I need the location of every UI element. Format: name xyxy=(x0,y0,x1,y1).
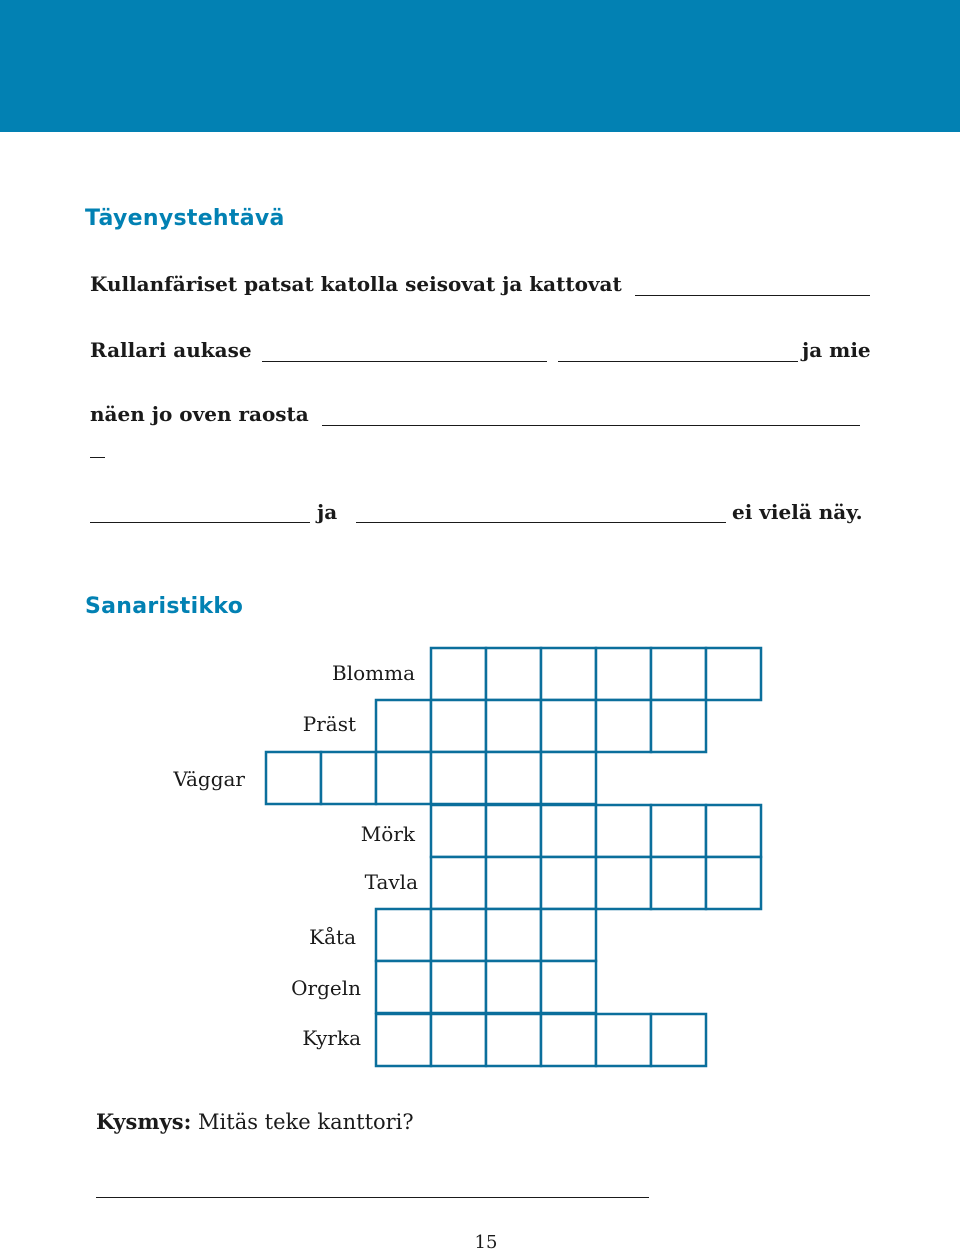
crossword-cell-r3-c3[interactable] xyxy=(376,752,431,804)
crossword-cell-r1-c5[interactable] xyxy=(651,648,706,700)
crossword-cell-r5-c1[interactable] xyxy=(431,857,486,909)
crossword-cell-r8-c4[interactable] xyxy=(541,1014,596,1066)
crossword-cell-r7-c2[interactable] xyxy=(431,961,486,1013)
blank-2[interactable] xyxy=(262,361,547,362)
crossword-cell-r2-c3[interactable] xyxy=(486,700,541,752)
crossword-cell-r8-c1[interactable] xyxy=(376,1014,431,1066)
fill-in-title: Täyenystehtävä xyxy=(85,206,285,231)
crossword-cell-r4-c5[interactable] xyxy=(651,805,706,857)
crossword-cell-r4-c2[interactable] xyxy=(486,805,541,857)
crossword-cell-r8-c6[interactable] xyxy=(651,1014,706,1066)
blank-3[interactable] xyxy=(558,361,798,362)
fill-in-line-1: Kullanfäriset patsat katolla seisovat ja kattovat xyxy=(90,272,622,296)
crossword-cell-r1-c4[interactable] xyxy=(596,648,651,700)
blank-4[interactable] xyxy=(322,425,860,426)
blank-6[interactable] xyxy=(90,522,310,523)
crossword-cell-r4-c3[interactable] xyxy=(541,805,596,857)
crossword-cell-r2-c1[interactable] xyxy=(376,700,431,752)
fill-in-line-3: näen jo oven raosta xyxy=(90,402,309,426)
crossword-cell-r8-c5[interactable] xyxy=(596,1014,651,1066)
crossword-cell-r8-c2[interactable] xyxy=(431,1014,486,1066)
crossword-cell-r6-c2[interactable] xyxy=(431,909,486,961)
crossword-cell-r6-c3[interactable] xyxy=(486,909,541,961)
page-number: 15 xyxy=(474,1232,498,1253)
crossword-cell-r7-c1[interactable] xyxy=(376,961,431,1013)
crossword-cell-r3-c1[interactable] xyxy=(266,752,321,804)
clue-mork: Mörk xyxy=(360,822,415,846)
crossword-cell-r4-c4[interactable] xyxy=(596,805,651,857)
clue-kyrka: Kyrka xyxy=(302,1026,361,1050)
header-banner xyxy=(0,0,960,132)
crossword-cell-r4-c6[interactable] xyxy=(706,805,761,857)
crossword-title: Sanaristikko xyxy=(85,594,244,619)
clue-tavla: Tavla xyxy=(364,870,418,894)
question xyxy=(96,1109,414,1134)
crossword-cell-r7-c4[interactable] xyxy=(541,961,596,1013)
crossword-cell-r2-c4[interactable] xyxy=(541,700,596,752)
crossword-cell-r2-c6[interactable] xyxy=(651,700,706,752)
crossword-cell-r2-c5[interactable] xyxy=(596,700,651,752)
blank-1[interactable] xyxy=(635,295,870,296)
crossword-cell-r5-c4[interactable] xyxy=(596,857,651,909)
question-text: Mitäs teke kanttori? xyxy=(198,1110,414,1134)
crossword-cell-r1-c2[interactable] xyxy=(486,648,541,700)
clue-vaggar: Väggar xyxy=(173,767,245,791)
crossword-cell-r3-c2[interactable] xyxy=(321,752,376,804)
fill-in-line-4-end: ei vielä näy. xyxy=(732,500,863,524)
answer-line[interactable] xyxy=(96,1197,649,1198)
crossword-cell-r4-c1[interactable] xyxy=(431,805,486,857)
clue-kata: Kåta xyxy=(309,925,356,949)
crossword-cell-r5-c6[interactable] xyxy=(706,857,761,909)
crossword-cell-r6-c4[interactable] xyxy=(541,909,596,961)
question-label: Kysmys: xyxy=(96,1109,192,1134)
crossword-cell-r5-c3[interactable] xyxy=(541,857,596,909)
crossword-cell-r6-c1[interactable] xyxy=(376,909,431,961)
crossword-cell-r5-c2[interactable] xyxy=(486,857,541,909)
fill-in-line-2: Rallari aukase xyxy=(90,338,252,362)
crossword-cell-r8-c3[interactable] xyxy=(486,1014,541,1066)
crossword-cell-r7-c3[interactable] xyxy=(486,961,541,1013)
clue-prast: Präst xyxy=(302,712,356,736)
crossword-cell-r1-c3[interactable] xyxy=(541,648,596,700)
crossword-cell-r1-c1[interactable] xyxy=(431,648,486,700)
crossword-cell-r5-c5[interactable] xyxy=(651,857,706,909)
clue-blomma: Blomma xyxy=(332,661,415,685)
fill-in-line-4: ja xyxy=(317,500,338,524)
clue-orgeln: Orgeln xyxy=(291,976,361,1000)
crossword-cell-r3-c4[interactable] xyxy=(431,752,486,804)
crossword-cell-r3-c6[interactable] xyxy=(541,752,596,804)
crossword-cell-r1-c6[interactable] xyxy=(706,648,761,700)
blank-7[interactable] xyxy=(356,522,726,523)
crossword-cell-r2-c2[interactable] xyxy=(431,700,486,752)
crossword-cell-r3-c5[interactable] xyxy=(486,752,541,804)
blank-5[interactable] xyxy=(90,457,105,458)
fill-in-line-2-end: ja mie xyxy=(802,338,871,362)
